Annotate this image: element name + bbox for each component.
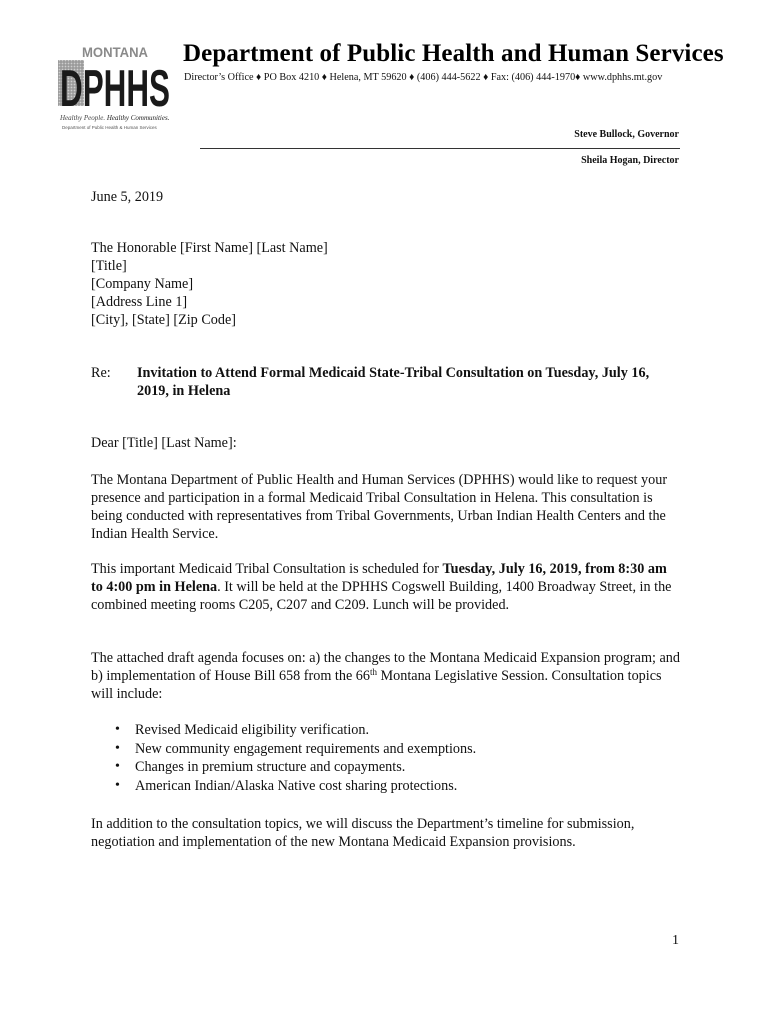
bullet-icon: • <box>115 722 120 737</box>
contact-line: Director’s Office ♦ PO Box 4210 ♦ Helena, MT 59620 ♦ (406) 444-5622 ♦ Fax: (406) 444-1970♦ www.dphhs.mt.gov <box>184 72 663 83</box>
logo-subline: Department of Public Health & Human Services <box>62 125 157 130</box>
director-name: Sheila Hogan, Director <box>581 155 679 166</box>
header-divider <box>200 148 680 149</box>
bullet-icon: • <box>115 777 120 793</box>
list-item-text: American Indian/Alaska Native cost sharing protections. <box>135 777 458 794</box>
logo-tagline-a: Healthy People. <box>60 114 106 122</box>
governor-name: Steve Bullock, Governor <box>574 129 679 140</box>
re-label: Re: <box>91 365 111 381</box>
address-line: [Address Line 1] <box>91 294 188 310</box>
paragraph-schedule-start: This important Medicaid Tribal Consultation is scheduled for <box>91 561 443 577</box>
logo-tagline <box>60 114 180 122</box>
address-line: [Company Name] <box>91 276 194 292</box>
bullet-icon: • <box>115 759 120 774</box>
address-line: [Title] <box>91 258 127 274</box>
topics-list <box>91 721 476 795</box>
list-item <box>91 740 476 759</box>
paragraph-schedule-bold: Tuesday, July 16, 2019, from 8:30 am to 4:00 pm in Helena <box>91 561 667 595</box>
letter-date: June 5, 2019 <box>91 189 164 205</box>
list-item-text: New community engagement requirements and exemptions. <box>135 740 477 757</box>
paragraph-agenda-start: The attached draft agenda focuses on: a) the changes to the Montana Medicaid Expansion program; and b) implementation of House Bill 658 from the 66 <box>91 650 680 684</box>
paragraph-timeline: In addition to the consultation topics, we will discuss the Department’s timeline for submission, negotiation and implementation of the new Montana Medicaid Expansion provisions. <box>91 816 635 850</box>
list-item <box>91 758 476 777</box>
page-number: 1 <box>672 933 679 948</box>
re-subject: Invitation to Attend Formal Medicaid State-Tribal Consultation on Tuesday, July 16, 2019, in Helena <box>137 365 650 399</box>
logo-dphhs-text: DPHHS <box>60 60 170 114</box>
list-item-text: Revised Medicaid eligibility verification. <box>135 722 370 738</box>
bullet-icon: • <box>115 740 120 756</box>
paragraph-schedule <box>91 560 681 614</box>
paragraph-agenda <box>91 649 681 703</box>
department-title: Department of Public Health and Human Services <box>183 40 724 67</box>
paragraph-agenda-end: Montana Legislative Session. Consultation topics will include: <box>91 668 662 702</box>
dphhs-logo-graphic <box>58 44 174 114</box>
paragraph-intro: The Montana Department of Public Health and Human Services (DPHHS) would like to request your presence and participation in a formal Medicaid Tribal Consultation in Helena. This consultation is being conducted with representatives from Tribal Governments, Urban Indian Health Centers and the Indian Health Service. <box>91 472 668 542</box>
list-item <box>91 777 476 796</box>
list-item-text: Changes in premium structure and copayments. <box>135 759 406 775</box>
salutation: Dear [Title] [Last Name]: <box>91 435 237 451</box>
address-line: The Honorable [First Name] [Last Name] <box>91 240 328 256</box>
list-item <box>91 721 476 740</box>
logo-montana-text: MONTANA <box>82 44 148 60</box>
dphhs-logo <box>58 44 174 136</box>
logo-tagline-b: Healthy Communities. <box>106 114 170 122</box>
paragraph-agenda-sup: th <box>369 667 377 677</box>
paragraph-schedule-end: . It will be held at the DPHHS Cogswell Building, 1400 Broadway Street, in the combined meeting rooms C205, C207 and C209. Lunch will be provided. <box>91 579 672 613</box>
recipient-address <box>91 239 681 329</box>
address-line: [City], [State] [Zip Code] <box>91 312 236 328</box>
